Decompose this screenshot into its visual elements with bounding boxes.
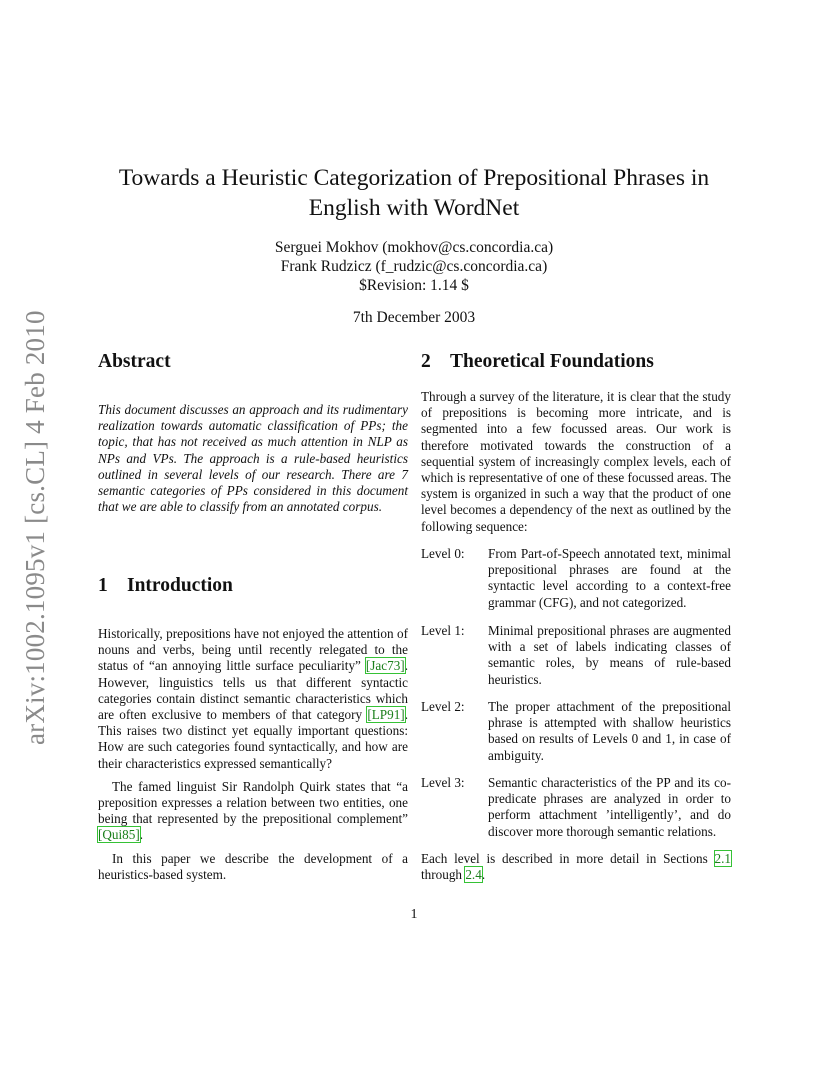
citation-link[interactable]: [LP91] — [367, 707, 405, 723]
level-description: From Part-of-Speech annotated text, minimal prepositional phrases are found at the syntactic level according to a context-free grammar (CFG), and not categorized. — [488, 546, 731, 610]
level-label: Level 3: — [421, 775, 465, 790]
text-run: . — [481, 867, 486, 883]
section-ref-link[interactable]: 2.1 — [714, 851, 731, 866]
paper-date: 7th December 2003 — [352, 309, 476, 326]
text-run: . This raises two distinct yet equally important questions: How are such categories found syntactically, and how are their characteristics expressed semantically? — [98, 707, 408, 771]
abstract-heading: Abstract — [98, 351, 171, 372]
text-run: Historically, prepositions have not enjoyed the attention of nouns and verbs, being until recently relegated to the status of “an annoying little surface peculiarity” — [98, 626, 408, 674]
level-description: Minimal prepositional phrases are augmented with a set of labels indicating classes of semantic roles, by means of rule-based heuristics. — [488, 623, 731, 687]
section-number: 1 — [98, 575, 108, 596]
author-2: Frank Rudzicz (f_rudzic@cs.concordia.ca) — [280, 258, 548, 275]
level-label: Level 2: — [421, 699, 465, 714]
text-run: through — [421, 867, 466, 883]
intro-paragraph-2 — [98, 779, 408, 844]
level-description: The proper attachment of the prepositional phrase is attempted with shallow heuristics based on results of Levels 0 and 1, in case of ambiguity. — [488, 699, 731, 763]
text-run: The famed linguist Sir Randolph Quirk states that “a preposition expresses a relation between two entities, one being that represented by the prepositional complement” — [98, 778, 408, 827]
citation-link[interactable]: [Qui85] — [98, 827, 140, 843]
theory-closing — [421, 851, 731, 883]
citation-link[interactable]: [Jac73] — [365, 658, 405, 674]
section-number: 2 — [421, 351, 431, 372]
theory-heading — [421, 351, 731, 372]
section-title: Theoretical Foundations — [450, 351, 654, 372]
abstract-text: This document discusses an approach and its rudimentary realization towards automatic classification of PPs; the topic, that has not received as much attention in NLP as NPs and VPs. The approach is a rule-based heuristics outlined in several levels of our research. There are 7 semantic categories of PPs considered in this document that we are able to classify from an annotated corpus. — [98, 402, 408, 515]
arxiv-stamp: arXiv:1002.1095v1 [cs.CL] 4 Feb 2010 — [20, 310, 50, 745]
abstract-section — [98, 402, 408, 515]
text-run: . — [139, 827, 144, 843]
level-label: Level 1: — [421, 623, 465, 638]
section-title: Introduction — [127, 575, 233, 596]
section-ref-link[interactable]: 2.4 — [465, 867, 482, 883]
paper-title — [100, 163, 728, 223]
theory-closing-block — [421, 851, 731, 883]
introduction-heading — [98, 575, 408, 596]
text-run: . However, linguistics tells us that different syntactic categories contain distinct semantic characteristics which are often exclusive to members of that category — [98, 658, 408, 723]
theory-intro-block — [421, 389, 731, 535]
abstract-heading-block — [98, 351, 408, 372]
intro-paragraph-1 — [98, 626, 408, 772]
revision: $Revision: 1.14 $ — [359, 277, 469, 294]
author-block — [100, 238, 728, 295]
intro-paragraph-3: In this paper we describe the development of a heuristics-based system. — [98, 850, 408, 882]
title-line-2: English with WordNet — [308, 195, 520, 221]
introduction-section — [98, 626, 408, 883]
level-description: Semantic characteristics of the PP and its co-predicate phrases are analyzed in order to perform attachment ’intelligently’, and do discover more thorough semantic relations. — [488, 775, 731, 839]
author-1: Serguei Mokhov (mokhov@cs.concordia.ca) — [274, 239, 554, 256]
theory-intro: Through a survey of the literature, it is clear that the study of prepositions is becoming more intricate, and is segmented into a few focussed areas. Our work is therefore motivated towards the construction of a sequential system of increasingly complex levels, each of which is representative of one of these focussed areas. The system is organized in such a way that the product of one level becomes a dependency of the next as outlined by the following sequence: — [421, 389, 731, 534]
introduction-heading-block — [98, 575, 408, 596]
title-line-1: Towards a Heuristic Categorization of Prepositional Phrases in — [118, 165, 710, 191]
page-number: 1 — [410, 907, 418, 922]
level-label: Level 0: — [421, 546, 465, 561]
theory-heading-block — [421, 351, 731, 372]
text-run: Each level is described in more detail in Sections — [421, 851, 715, 866]
